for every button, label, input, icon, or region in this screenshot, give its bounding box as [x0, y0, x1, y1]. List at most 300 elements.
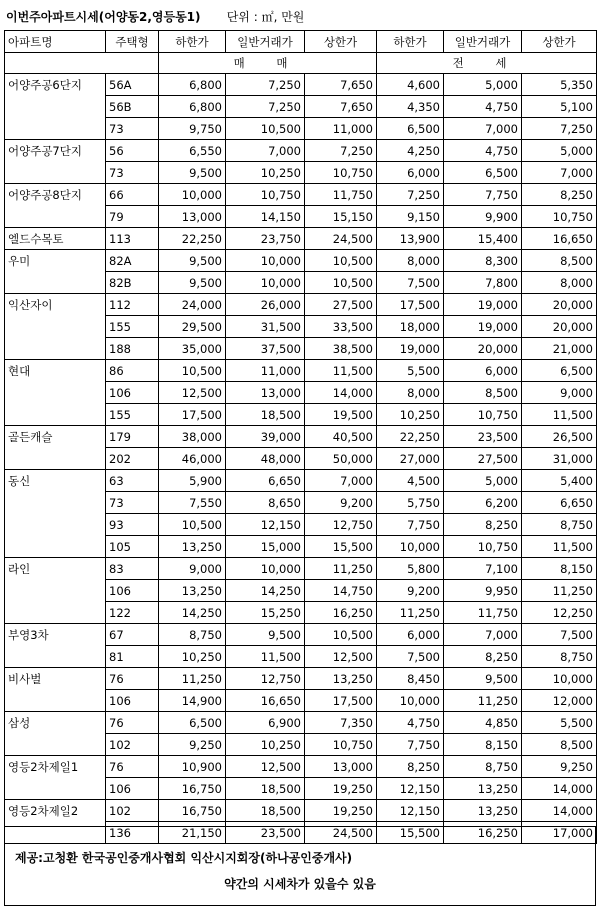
jeonse-normal-cell: 11,750 [444, 602, 522, 624]
size-cell: 106 [106, 580, 159, 602]
header-sale-high: 상한가 [305, 31, 377, 53]
sale-normal-cell: 18,500 [226, 778, 305, 800]
jeonse-low-cell: 5,500 [377, 360, 444, 382]
sale-low-cell: 22,250 [159, 228, 226, 250]
sale-high-cell: 10,500 [305, 250, 377, 272]
sale-low-cell: 8,750 [159, 624, 226, 646]
jeonse-high-cell: 8,150 [522, 558, 597, 580]
jeonse-low-cell: 8,000 [377, 382, 444, 404]
jeonse-low-cell: 4,350 [377, 96, 444, 118]
apartment-name-cell: 영등2차제일2 [5, 800, 106, 822]
header-jeonse-low: 하한가 [377, 31, 444, 53]
sale-normal-cell: 14,150 [226, 206, 305, 228]
apartment-name-cell: 현대 [5, 360, 106, 382]
jeonse-low-cell: 7,500 [377, 646, 444, 668]
size-cell: 106 [106, 778, 159, 800]
sale-high-cell: 7,000 [305, 470, 377, 492]
apartment-name-cell: 삼성 [5, 712, 106, 734]
size-cell: 102 [106, 800, 159, 822]
sale-normal-cell: 10,750 [226, 184, 305, 206]
sale-high-cell: 19,500 [305, 404, 377, 426]
jeonse-low-cell: 9,150 [377, 206, 444, 228]
header-sale-normal: 일반거래가 [226, 31, 305, 53]
sale-high-cell: 17,500 [305, 690, 377, 712]
sale-high-cell: 7,250 [305, 140, 377, 162]
table-row [5, 514, 597, 536]
table-row [5, 712, 597, 734]
sale-low-cell: 9,500 [159, 250, 226, 272]
sale-normal-cell: 6,900 [226, 712, 305, 734]
jeonse-low-cell: 7,750 [377, 734, 444, 756]
apartment-name-cell [5, 690, 106, 712]
jeonse-high-cell: 8,500 [522, 734, 597, 756]
sale-normal-cell: 10,500 [226, 118, 305, 140]
jeonse-low-cell: 10,000 [377, 536, 444, 558]
table-row [5, 536, 597, 558]
jeonse-high-cell: 5,350 [522, 74, 597, 96]
size-cell: 73 [106, 162, 159, 184]
sale-normal-cell: 18,500 [226, 404, 305, 426]
sale-normal-cell: 48,000 [226, 448, 305, 470]
apartment-name-cell [5, 778, 106, 800]
jeonse-normal-cell: 10,750 [444, 536, 522, 558]
jeonse-low-cell: 4,500 [377, 470, 444, 492]
size-cell: 155 [106, 316, 159, 338]
jeonse-low-cell: 11,250 [377, 602, 444, 624]
sale-low-cell: 9,500 [159, 162, 226, 184]
size-cell: 76 [106, 668, 159, 690]
jeonse-normal-cell: 20,000 [444, 338, 522, 360]
jeonse-low-cell: 7,500 [377, 272, 444, 294]
sale-low-cell: 13,000 [159, 206, 226, 228]
table-row [5, 426, 597, 448]
apartment-name-cell: 어양주공7단지 [5, 140, 106, 162]
jeonse-high-cell: 20,000 [522, 316, 597, 338]
apartment-name-cell: 우미 [5, 250, 106, 272]
sale-high-cell: 11,500 [305, 360, 377, 382]
apartment-name-cell [5, 96, 106, 118]
sale-normal-cell: 10,000 [226, 558, 305, 580]
apartment-name-cell [5, 448, 106, 470]
size-cell: 106 [106, 690, 159, 712]
jeonse-high-cell: 8,750 [522, 514, 597, 536]
size-cell: 86 [106, 360, 159, 382]
jeonse-low-cell: 18,000 [377, 316, 444, 338]
sale-high-cell: 11,250 [305, 558, 377, 580]
subheader-row [5, 53, 597, 74]
sale-normal-cell: 10,250 [226, 162, 305, 184]
apartment-name-cell: 라인 [5, 558, 106, 580]
jeonse-low-cell: 15,500 [377, 822, 444, 844]
apartment-name-cell [5, 734, 106, 756]
sale-normal-cell: 23,750 [226, 228, 305, 250]
sale-high-cell: 15,150 [305, 206, 377, 228]
jeonse-normal-cell: 7,000 [444, 624, 522, 646]
jeonse-high-cell: 21,000 [522, 338, 597, 360]
table-row [5, 404, 597, 426]
sale-low-cell: 24,000 [159, 294, 226, 316]
sale-high-cell: 14,000 [305, 382, 377, 404]
sale-low-cell: 9,250 [159, 734, 226, 756]
size-cell: 56B [106, 96, 159, 118]
jeonse-normal-cell: 8,150 [444, 734, 522, 756]
table-row [5, 162, 597, 184]
jeonse-high-cell: 11,250 [522, 580, 597, 602]
apartment-name-cell: 비사벌 [5, 668, 106, 690]
table-row [5, 96, 597, 118]
jeonse-low-cell: 4,750 [377, 712, 444, 734]
apartment-name-cell [5, 404, 106, 426]
sale-normal-cell: 11,000 [226, 360, 305, 382]
jeonse-normal-cell: 4,850 [444, 712, 522, 734]
sale-low-cell: 13,250 [159, 536, 226, 558]
jeonse-high-cell: 8,500 [522, 250, 597, 272]
sale-high-cell: 11,750 [305, 184, 377, 206]
title-text: 이번주아파트시세(어양동2,영등동1) [6, 10, 201, 24]
header-jeonse-normal: 일반거래가 [444, 31, 522, 53]
apartment-name-cell [5, 316, 106, 338]
sale-high-cell: 24,500 [305, 822, 377, 844]
apartment-name-cell [5, 272, 106, 294]
sale-high-cell: 10,500 [305, 272, 377, 294]
size-cell: 81 [106, 646, 159, 668]
sale-high-cell: 11,000 [305, 118, 377, 140]
sale-low-cell: 7,550 [159, 492, 226, 514]
jeonse-high-cell: 26,500 [522, 426, 597, 448]
size-cell: 83 [106, 558, 159, 580]
apartment-name-cell [5, 206, 106, 228]
sale-low-cell: 9,000 [159, 558, 226, 580]
apartment-name-cell: 동신 [5, 470, 106, 492]
sale-low-cell: 16,750 [159, 778, 226, 800]
table-row [5, 580, 597, 602]
jeonse-high-cell: 5,400 [522, 470, 597, 492]
jeonse-high-cell: 8,750 [522, 646, 597, 668]
sale-low-cell: 17,500 [159, 404, 226, 426]
sale-normal-cell: 39,000 [226, 426, 305, 448]
table-row [5, 756, 597, 778]
sale-high-cell: 38,500 [305, 338, 377, 360]
size-cell: 76 [106, 712, 159, 734]
apartment-name-cell [5, 536, 106, 558]
sale-low-cell: 16,750 [159, 800, 226, 822]
jeonse-low-cell: 7,750 [377, 514, 444, 536]
jeonse-normal-cell: 6,200 [444, 492, 522, 514]
jeonse-normal-cell: 23,500 [444, 426, 522, 448]
jeonse-normal-cell: 9,950 [444, 580, 522, 602]
table-row [5, 492, 597, 514]
sale-normal-cell: 12,150 [226, 514, 305, 536]
jeonse-normal-cell: 8,250 [444, 514, 522, 536]
table-row [5, 140, 597, 162]
size-cell: 136 [106, 822, 159, 844]
jeonse-high-cell: 7,250 [522, 118, 597, 140]
jeonse-normal-cell: 15,400 [444, 228, 522, 250]
jeonse-high-cell: 17,000 [522, 822, 597, 844]
sale-normal-cell: 12,500 [226, 756, 305, 778]
sale-high-cell: 13,250 [305, 668, 377, 690]
size-cell: 66 [106, 184, 159, 206]
jeonse-high-cell: 10,000 [522, 668, 597, 690]
sale-normal-cell: 14,250 [226, 580, 305, 602]
table-row [5, 382, 597, 404]
apartment-name-cell: 골든캐슬 [5, 426, 106, 448]
jeonse-high-cell: 7,000 [522, 162, 597, 184]
jeonse-normal-cell: 7,750 [444, 184, 522, 206]
apartment-name-cell: 익산자이 [5, 294, 106, 316]
sale-normal-cell: 23,500 [226, 822, 305, 844]
jeonse-low-cell: 12,150 [377, 778, 444, 800]
header-apartment: 아파트명 [5, 31, 106, 53]
page-title [6, 8, 304, 25]
jeonse-low-cell: 6,000 [377, 162, 444, 184]
apartment-name-cell: 영등2차제일1 [5, 756, 106, 778]
sale-high-cell: 12,500 [305, 646, 377, 668]
table-row [5, 228, 597, 250]
sale-low-cell: 11,250 [159, 668, 226, 690]
jeonse-high-cell: 5,500 [522, 712, 597, 734]
table-row [5, 668, 597, 690]
size-cell: 112 [106, 294, 159, 316]
jeonse-high-cell: 7,500 [522, 624, 597, 646]
sale-high-cell: 50,000 [305, 448, 377, 470]
table-row [5, 602, 597, 624]
sale-normal-cell: 8,650 [226, 492, 305, 514]
jeonse-low-cell: 27,000 [377, 448, 444, 470]
size-cell: 56 [106, 140, 159, 162]
table-row [5, 184, 597, 206]
table-row [5, 470, 597, 492]
sale-high-cell: 27,500 [305, 294, 377, 316]
apartment-name-cell: 어양주공8단지 [5, 184, 106, 206]
sale-normal-cell: 15,000 [226, 536, 305, 558]
sale-normal-cell: 11,500 [226, 646, 305, 668]
sale-normal-cell: 10,250 [226, 734, 305, 756]
sale-normal-cell: 15,250 [226, 602, 305, 624]
jeonse-high-cell: 12,000 [522, 690, 597, 712]
jeonse-low-cell: 5,750 [377, 492, 444, 514]
sale-high-cell: 24,500 [305, 228, 377, 250]
size-cell: 73 [106, 118, 159, 140]
jeonse-high-cell: 9,000 [522, 382, 597, 404]
jeonse-low-cell: 17,500 [377, 294, 444, 316]
jeonse-normal-cell: 6,500 [444, 162, 522, 184]
sale-normal-cell: 7,250 [226, 96, 305, 118]
sale-normal-cell: 18,500 [226, 800, 305, 822]
jeonse-normal-cell: 9,900 [444, 206, 522, 228]
sale-high-cell: 7,650 [305, 74, 377, 96]
table-row [5, 646, 597, 668]
subheader-sale: 매 매 [159, 53, 377, 74]
size-cell: 79 [106, 206, 159, 228]
jeonse-normal-cell: 11,250 [444, 690, 522, 712]
sale-low-cell: 29,500 [159, 316, 226, 338]
sale-low-cell: 21,150 [159, 822, 226, 844]
jeonse-low-cell: 5,800 [377, 558, 444, 580]
sale-low-cell: 38,000 [159, 426, 226, 448]
sale-low-cell: 13,250 [159, 580, 226, 602]
table-row [5, 206, 597, 228]
sale-high-cell: 14,750 [305, 580, 377, 602]
footer-box [4, 826, 596, 906]
sale-high-cell: 33,500 [305, 316, 377, 338]
jeonse-normal-cell: 4,750 [444, 96, 522, 118]
jeonse-low-cell: 6,500 [377, 118, 444, 140]
sale-low-cell: 14,900 [159, 690, 226, 712]
jeonse-low-cell: 8,450 [377, 668, 444, 690]
sale-low-cell: 46,000 [159, 448, 226, 470]
sale-high-cell: 7,650 [305, 96, 377, 118]
table-row [5, 316, 597, 338]
jeonse-high-cell: 8,250 [522, 184, 597, 206]
table-row [5, 74, 597, 96]
sale-normal-cell: 10,000 [226, 272, 305, 294]
sale-low-cell: 35,000 [159, 338, 226, 360]
jeonse-normal-cell: 5,000 [444, 74, 522, 96]
sale-low-cell: 10,900 [159, 756, 226, 778]
sale-low-cell: 6,800 [159, 96, 226, 118]
jeonse-high-cell: 14,000 [522, 800, 597, 822]
jeonse-low-cell: 22,250 [377, 426, 444, 448]
table-row [5, 118, 597, 140]
size-cell: 188 [106, 338, 159, 360]
size-cell: 155 [106, 404, 159, 426]
sale-high-cell: 12,750 [305, 514, 377, 536]
jeonse-low-cell: 10,000 [377, 690, 444, 712]
size-cell: 56A [106, 74, 159, 96]
jeonse-high-cell: 5,000 [522, 140, 597, 162]
jeonse-high-cell: 5,100 [522, 96, 597, 118]
jeonse-normal-cell: 7,800 [444, 272, 522, 294]
jeonse-high-cell: 9,250 [522, 756, 597, 778]
sale-high-cell: 13,000 [305, 756, 377, 778]
jeonse-normal-cell: 4,750 [444, 140, 522, 162]
size-cell: 63 [106, 470, 159, 492]
jeonse-high-cell: 6,650 [522, 492, 597, 514]
size-cell: 113 [106, 228, 159, 250]
jeonse-high-cell: 8,000 [522, 272, 597, 294]
jeonse-low-cell: 10,250 [377, 404, 444, 426]
sale-high-cell: 9,200 [305, 492, 377, 514]
header-size: 주택형 [106, 31, 159, 53]
table-row [5, 778, 597, 800]
sale-low-cell: 12,500 [159, 382, 226, 404]
sale-normal-cell: 37,500 [226, 338, 305, 360]
size-cell: 67 [106, 624, 159, 646]
jeonse-high-cell: 31,000 [522, 448, 597, 470]
subheader-jeonse: 전 세 [377, 53, 597, 74]
sale-low-cell: 6,500 [159, 712, 226, 734]
table-row [5, 272, 597, 294]
sale-high-cell: 16,250 [305, 602, 377, 624]
sale-normal-cell: 16,650 [226, 690, 305, 712]
jeonse-low-cell: 9,200 [377, 580, 444, 602]
jeonse-normal-cell: 8,750 [444, 756, 522, 778]
subheader-blank [5, 53, 159, 74]
apartment-name-cell: 어양주공6단지 [5, 74, 106, 96]
jeonse-normal-cell: 13,250 [444, 800, 522, 822]
jeonse-normal-cell: 8,300 [444, 250, 522, 272]
sale-low-cell: 10,250 [159, 646, 226, 668]
jeonse-normal-cell: 8,500 [444, 382, 522, 404]
sale-low-cell: 9,500 [159, 272, 226, 294]
sale-high-cell: 7,350 [305, 712, 377, 734]
jeonse-high-cell: 11,500 [522, 536, 597, 558]
table-row [5, 360, 597, 382]
jeonse-normal-cell: 10,750 [444, 404, 522, 426]
apartment-name-cell [5, 514, 106, 536]
jeonse-low-cell: 8,000 [377, 250, 444, 272]
apartment-name-cell [5, 492, 106, 514]
sale-low-cell: 10,500 [159, 514, 226, 536]
size-cell: 76 [106, 756, 159, 778]
table-row [5, 624, 597, 646]
jeonse-normal-cell: 8,250 [444, 646, 522, 668]
jeonse-low-cell: 6,000 [377, 624, 444, 646]
jeonse-normal-cell: 6,000 [444, 360, 522, 382]
apartment-name-cell [5, 646, 106, 668]
size-cell: 82A [106, 250, 159, 272]
jeonse-low-cell: 13,900 [377, 228, 444, 250]
jeonse-high-cell: 14,000 [522, 778, 597, 800]
table-row [5, 448, 597, 470]
table-row [5, 690, 597, 712]
header-jeonse-high: 상한가 [522, 31, 597, 53]
sale-low-cell: 14,250 [159, 602, 226, 624]
sale-high-cell: 10,500 [305, 624, 377, 646]
apartment-name-cell [5, 580, 106, 602]
apartment-name-cell [5, 118, 106, 140]
jeonse-high-cell: 11,500 [522, 404, 597, 426]
size-cell: 122 [106, 602, 159, 624]
sale-normal-cell: 12,750 [226, 668, 305, 690]
apartment-name-cell [5, 162, 106, 184]
jeonse-normal-cell: 7,100 [444, 558, 522, 580]
jeonse-normal-cell: 27,500 [444, 448, 522, 470]
jeonse-high-cell: 20,000 [522, 294, 597, 316]
size-cell: 106 [106, 382, 159, 404]
size-cell: 179 [106, 426, 159, 448]
sale-high-cell: 19,250 [305, 800, 377, 822]
jeonse-normal-cell: 5,000 [444, 470, 522, 492]
size-cell: 82B [106, 272, 159, 294]
jeonse-low-cell: 7,250 [377, 184, 444, 206]
table-row [5, 338, 597, 360]
sale-low-cell: 6,550 [159, 140, 226, 162]
jeonse-low-cell: 8,250 [377, 756, 444, 778]
sale-low-cell: 5,900 [159, 470, 226, 492]
unit-label: 단위 : ㎡, 만원 [226, 10, 305, 24]
jeonse-low-cell: 4,600 [377, 74, 444, 96]
table-row [5, 294, 597, 316]
size-cell: 102 [106, 734, 159, 756]
size-cell: 93 [106, 514, 159, 536]
sale-low-cell: 10,000 [159, 184, 226, 206]
sale-normal-cell: 13,000 [226, 382, 305, 404]
apartment-name-cell [5, 602, 106, 624]
size-cell: 73 [106, 492, 159, 514]
apartment-name-cell: 부영3차 [5, 624, 106, 646]
jeonse-normal-cell: 7,000 [444, 118, 522, 140]
jeonse-normal-cell: 19,000 [444, 316, 522, 338]
table-row [5, 800, 597, 822]
jeonse-normal-cell: 16,250 [444, 822, 522, 844]
header-sale-low: 하한가 [159, 31, 226, 53]
sale-high-cell: 40,500 [305, 426, 377, 448]
jeonse-low-cell: 4,250 [377, 140, 444, 162]
table-row [5, 558, 597, 580]
footer-note: 약간의 시세차가 있을수 있음 [224, 877, 376, 891]
